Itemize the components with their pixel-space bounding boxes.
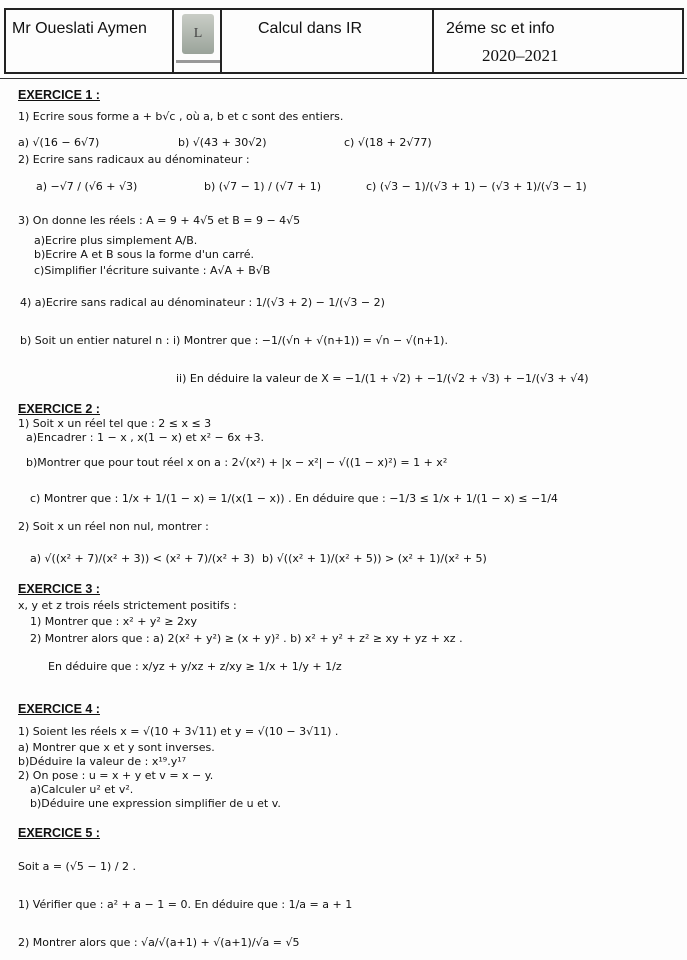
ex2-q2: 2) Soit x un réel non nul, montrer :: [18, 520, 209, 533]
ex3-q2: 2) Montrer alors que : a) 2(x² + y²) ≥ (x + y)² . b) x² + y² + z² ≥ xy + yz + xz .: [30, 632, 463, 645]
ex1-q4: 4) a)Ecrire sans radical au dénominateur : 1/(√3 + 2) − 1/(√3 − 2): [20, 296, 385, 309]
ex4-q2a: a)Calculer u² et v².: [30, 783, 134, 796]
ex1-q4b: b) Soit un entier naturel n : i) Montrer que : −1/(√n + √(n+1)) = √n − √(n+1).: [20, 334, 448, 347]
ex4-q1: 1) Soient les réels x = √(10 + 3√11) et y = √(10 − 3√11) .: [18, 725, 339, 738]
ex3-q3: En déduire que : x/yz + y/xz + z/xy ≥ 1/x + 1/y + 1/z: [48, 660, 342, 673]
ex4-q1a: a) Montrer que x et y sont inverses.: [18, 741, 215, 754]
ex2-q1: 1) Soit x un réel tel que : 2 ≤ x ≤ 3: [18, 417, 212, 430]
ex1-q4c: ii) En déduire la valeur de X = −1/(1 + √2) + −1/(√2 + √3) + −1/(√3 + √4): [176, 372, 589, 385]
exercise-3-title: EXERCICE 3 :: [18, 582, 100, 596]
logo-letter: L: [193, 26, 203, 41]
ex2-q1b: b)Montrer que pour tout réel x on a : 2√(x²) + |x − x²| − √((1 − x)²) = 1 + x²: [26, 456, 448, 469]
ex1-q1c: c) √(18 + 2√77): [344, 136, 432, 149]
teacher-name: Mr Oueslati Aymen: [12, 20, 147, 37]
logo-cell: [174, 10, 222, 72]
ex1-q3a: a)Ecrire plus simplement A/B.: [34, 234, 198, 247]
ex4-q2b: b)Déduire une expression simplifier de u et v.: [30, 797, 281, 810]
ex3-intro: x, y et z trois réels strictement positifs :: [18, 599, 237, 612]
teacher-cell: [6, 10, 174, 72]
header-divider: [0, 78, 687, 79]
ex1-q3: 3) On donne les réels : A = 9 + 4√5 et B = 9 − 4√5: [18, 214, 301, 227]
ex4-q1b: b)Déduire la valeur de : x¹⁹.y¹⁷: [18, 755, 187, 768]
exercise-4-title: EXERCICE 4 :: [18, 702, 100, 716]
ex2-q1c: c) Montrer que : 1/x + 1/(1 − x) = 1/(x(1 − x)) . En déduire que : −1/3 ≤ 1/x + 1/(1 − x) ≤ −1/4: [30, 492, 558, 505]
exercise-5-title: EXERCICE 5 :: [18, 826, 100, 840]
ex5-def: Soit a = (√5 − 1) / 2 .: [18, 860, 137, 873]
ex5-q1: 1) Vérifier que : a² + a − 1 = 0. En déduire que : 1/a = a + 1: [18, 898, 353, 911]
ex1-q2a: a) −√7 / (√6 + √3): [36, 180, 138, 193]
logo-underline: [176, 60, 220, 63]
ex3-q1: 1) Montrer que : x² + y² ≥ 2xy: [30, 615, 198, 628]
ex1-q1a: a) √(16 − 6√7): [18, 136, 100, 149]
exercise-1-title: EXERCICE 1 :: [18, 88, 100, 102]
ex1-q2c: c) (√3 − 1)/(√3 + 1) − (√3 + 1)/(√3 − 1): [366, 180, 587, 193]
ex1-q3b: b)Ecrire A et B sous la forme d'un carré.: [34, 248, 255, 261]
ex2-q2b: b) √((x² + 1)/(x² + 5)) > (x² + 1)/(x² + 5): [262, 552, 487, 565]
ex1-q2: 2) Ecrire sans radicaux au dénominateur :: [18, 153, 250, 166]
ex1-q1b: b) √(43 + 30√2): [178, 136, 267, 149]
subject-cell: [222, 10, 434, 72]
ex1-q1: 1) Ecrire sous forme a + b√c , où a, b et c sont des entiers.: [18, 110, 344, 123]
school-year: 2020–2021: [482, 46, 559, 65]
ex2-q1a: a)Encadrer : 1 − x , x(1 − x) et x² − 6x +3.: [26, 431, 264, 444]
header-table: [4, 8, 684, 74]
class-level: 2éme sc et info: [446, 20, 555, 37]
ex1-q2b: b) (√7 − 1) / (√7 + 1): [204, 180, 322, 193]
ex5-q2: 2) Montrer alors que : √a/√(a+1) + √(a+1)/√a = √5: [18, 936, 300, 949]
ex2-q2a: a) √((x² + 7)/(x² + 3)) < (x² + 7)/(x² + 3): [30, 552, 255, 565]
school-logo-icon: [182, 14, 214, 54]
exercise-2-title: EXERCICE 2 :: [18, 402, 100, 416]
subject-title: Calcul dans IR: [258, 20, 363, 37]
ex1-q3c: c)Simplifier l'écriture suivante : A√A + B√B: [34, 264, 271, 277]
ex4-q2: 2) On pose : u = x + y et v = x − y.: [18, 769, 214, 782]
